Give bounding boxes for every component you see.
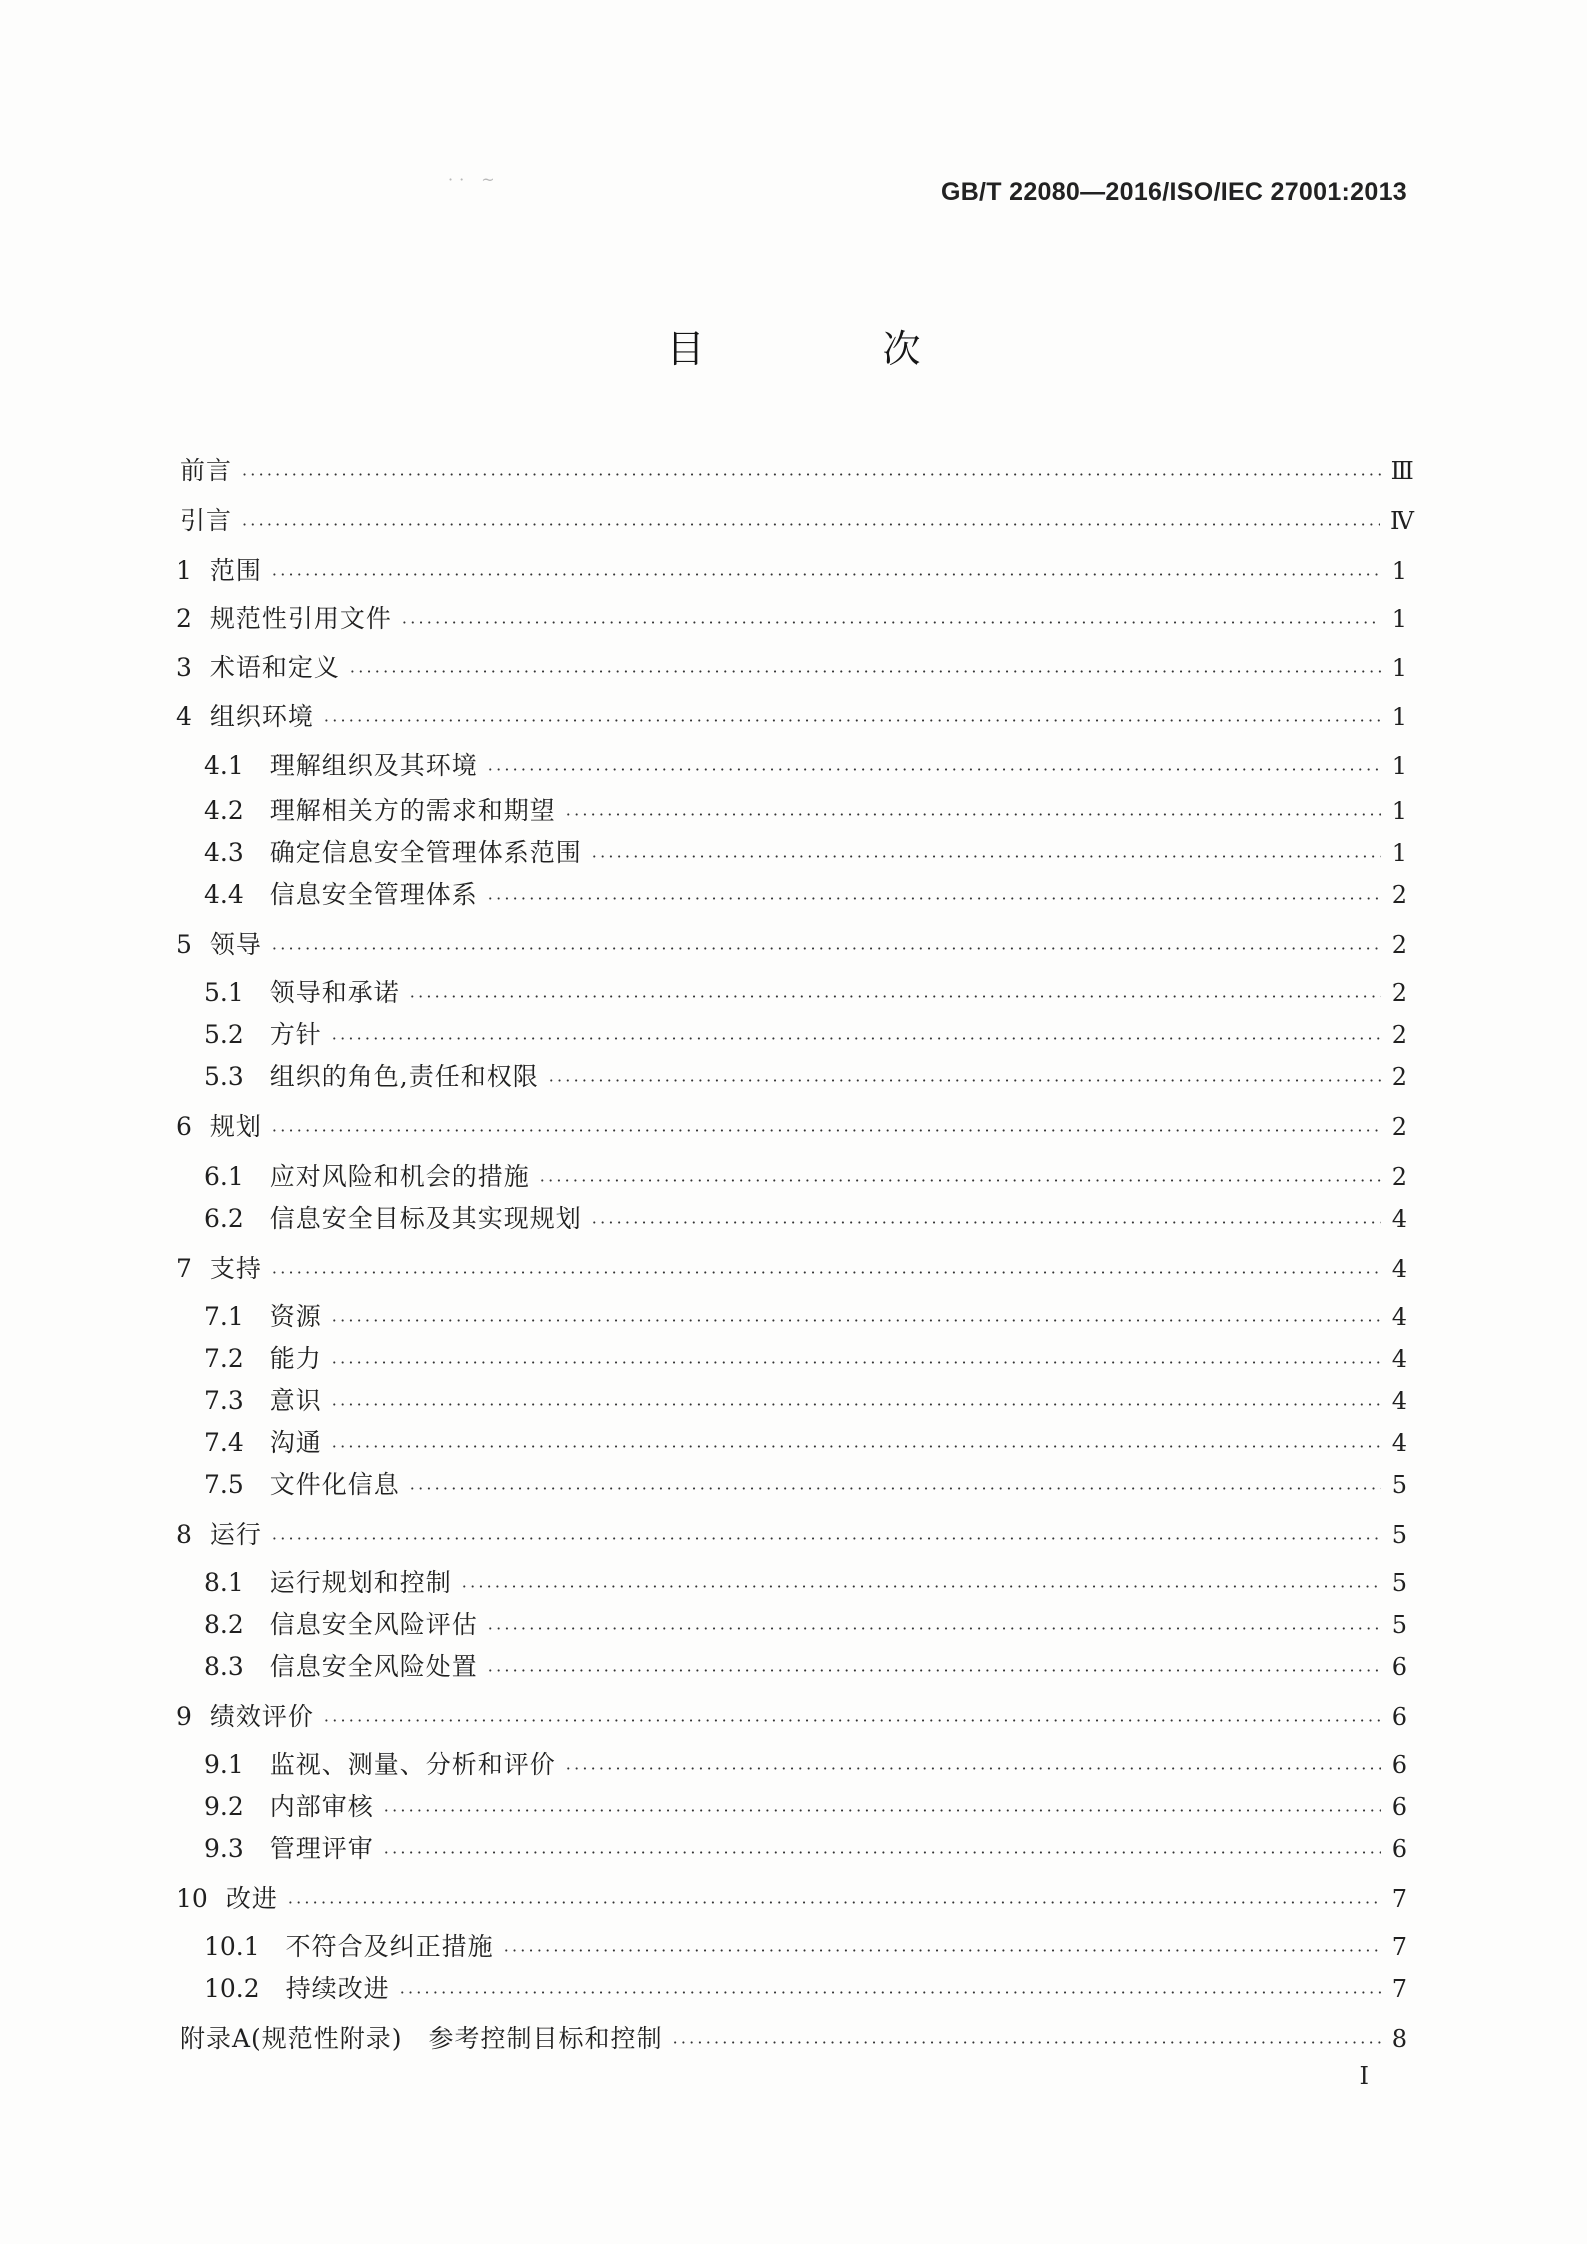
toc-entry[interactable]: [176, 645, 1407, 683]
toc-entry-number: 7.2: [204, 1344, 244, 1373]
toc-entry-label: 绩效评价: [209, 1702, 314, 1731]
toc-entry-label: 管理评审: [269, 1834, 374, 1863]
toc-leader-dots: [566, 1758, 1381, 1780]
toc-entry-number: 5.1: [204, 978, 244, 1007]
toc-entry-number: 8.1: [204, 1568, 244, 1597]
toc-entry-label: 领导和承诺: [269, 978, 400, 1007]
toc-leader-dots: [488, 888, 1381, 910]
toc-entry[interactable]: [204, 872, 1407, 910]
toc-entry-page: 5: [1391, 1611, 1407, 1639]
toc-entry-page: 7: [1391, 1933, 1407, 1961]
toc-leader-dots: [462, 1576, 1381, 1598]
toc-leader-dots: [272, 1120, 1381, 1142]
toc-entry[interactable]: [180, 2016, 1407, 2054]
toc-entry-label: 运行: [209, 1520, 262, 1549]
toc-entry-number: 9.2: [204, 1792, 244, 1821]
toc-entry-page: 5: [1391, 1471, 1407, 1499]
toc-entry-number: 8: [176, 1520, 192, 1549]
toc-entry-number: 9.1: [204, 1750, 244, 1779]
toc-entry-number: 9: [176, 1702, 192, 1731]
toc-entry[interactable]: [180, 498, 1414, 536]
toc-entry-page: 6: [1391, 1751, 1407, 1779]
toc-entry-number: 6.2: [204, 1204, 244, 1233]
toc-entry[interactable]: [204, 1154, 1407, 1192]
toc-entry-label: 规划: [209, 1112, 262, 1141]
toc-leader-dots: [488, 1618, 1381, 1640]
toc-entry-page: 8: [1391, 2025, 1407, 2053]
toc-entry-page: 6: [1391, 1703, 1407, 1731]
toc-entry[interactable]: [204, 1924, 1407, 1962]
toc-entry-label: 文件化信息: [269, 1470, 400, 1499]
toc-entry-label: 支持: [209, 1254, 262, 1283]
scan-smudge: ·· ~: [448, 170, 501, 189]
toc-entry-page: 2: [1391, 1063, 1407, 1091]
toc-leader-dots: [384, 1800, 1381, 1822]
toc-entry-page: 5: [1391, 1521, 1407, 1549]
toc-entry[interactable]: [176, 596, 1407, 634]
toc-entry-number: 2: [176, 604, 192, 633]
toc-leader-dots: [242, 464, 1381, 486]
toc-leader-dots: [324, 1710, 1381, 1732]
toc-entry-label: 附录A(规范性附录) 参考控制目标和控制: [180, 2024, 663, 2053]
toc-entry-number: 7.4: [204, 1428, 244, 1457]
toc-leader-dots: [272, 564, 1381, 586]
toc-leader-dots: [272, 938, 1381, 960]
toc-entry-number: 10: [176, 1884, 208, 1913]
toc-entry-number: 4: [176, 702, 192, 731]
toc-entry[interactable]: [204, 1560, 1407, 1598]
toc-entry-label: 应对风险和机会的措施: [269, 1162, 530, 1191]
toc-entry-page: 2: [1391, 979, 1407, 1007]
toc-entry-number: 6.1: [204, 1162, 244, 1191]
toc-entry-page: 1: [1391, 605, 1407, 633]
toc-leader-dots: [272, 1528, 1381, 1550]
toc-entry-label: 运行规划和控制: [269, 1568, 452, 1597]
toc-entry-number: 7.5: [204, 1470, 244, 1499]
toc-entry-page: 4: [1391, 1205, 1407, 1233]
toc-entry-page: Ⅲ: [1390, 457, 1414, 485]
toc-entry-label: 信息安全管理体系: [269, 880, 478, 909]
toc-entry-label: 资源: [269, 1302, 322, 1331]
toc-entry-label: 理解相关方的需求和期望: [269, 796, 556, 825]
toc-entry-page: 1: [1391, 752, 1407, 780]
toc-entry-label: 确定信息安全管理体系范围: [269, 838, 582, 867]
toc-entry[interactable]: [176, 694, 1407, 732]
page-number: I: [1359, 2062, 1369, 2090]
toc-entry[interactable]: [176, 1876, 1407, 1914]
toc-entry-label: 监视、测量、分析和评价: [269, 1750, 556, 1779]
toc-entry-number: 3: [176, 653, 192, 682]
toc-entry-page: 4: [1391, 1387, 1407, 1415]
toc-entry-label: 内部审核: [269, 1792, 374, 1821]
toc-entry[interactable]: [204, 1462, 1407, 1500]
toc-entry-number: 4.3: [204, 838, 244, 867]
toc-leader-dots: [324, 710, 1381, 732]
toc-entry-number: 7: [176, 1254, 192, 1283]
toc-entry-label: 信息安全风险处置: [269, 1652, 478, 1681]
toc-entry-page: 4: [1391, 1255, 1407, 1283]
toc-entry-label: 方针: [269, 1020, 322, 1049]
toc-entry[interactable]: [176, 1694, 1407, 1732]
toc-entry-label: 沟通: [269, 1428, 322, 1457]
toc-entry-number: 10.2: [204, 1974, 260, 2003]
toc-entry[interactable]: [204, 1054, 1407, 1092]
toc-leader-dots: [673, 2032, 1381, 2054]
toc-entry-label: 能力: [269, 1344, 322, 1373]
toc-entry-label: 前言: [180, 456, 233, 485]
toc-entry-number: 8.2: [204, 1610, 244, 1639]
toc-entry[interactable]: [204, 830, 1407, 868]
toc-entry-number: 7.1: [204, 1302, 244, 1331]
toc-entry-page: 4: [1391, 1345, 1407, 1373]
toc-leader-dots: [488, 1660, 1381, 1682]
toc-entry[interactable]: [204, 743, 1407, 781]
toc-leader-dots: [332, 1028, 1381, 1050]
toc-entry[interactable]: [176, 1104, 1407, 1142]
toc-leader-dots: [400, 1982, 1381, 2004]
toc-entry-number: 8.3: [204, 1652, 244, 1681]
toc-entry-page: 2: [1391, 931, 1407, 959]
toc-entry[interactable]: [180, 448, 1414, 486]
toc-entry-page: 6: [1391, 1793, 1407, 1821]
toc-entry[interactable]: [204, 1336, 1407, 1374]
toc-entry[interactable]: [204, 1966, 1407, 2004]
toc-entry-label: 改进: [225, 1884, 278, 1913]
toc-entry-number: 5.3: [204, 1062, 244, 1091]
toc-entry-page: 2: [1391, 881, 1407, 909]
toc-leader-dots: [242, 514, 1380, 536]
toc-entry-label: 引言: [180, 506, 233, 535]
toc-entry-label: 组织的角色,责任和权限: [269, 1062, 539, 1091]
toc-entry-label: 规范性引用文件: [209, 604, 392, 633]
toc-entry-label: 理解组织及其环境: [269, 751, 478, 780]
toc-leader-dots: [332, 1310, 1381, 1332]
toc-entry[interactable]: [204, 1644, 1407, 1682]
toc-entry[interactable]: [204, 1294, 1407, 1332]
toc-entry-page: 6: [1391, 1835, 1407, 1863]
toc-entry-page: 2: [1391, 1113, 1407, 1141]
toc-entry-number: 1: [176, 556, 192, 585]
toc-entry-page: 2: [1391, 1021, 1407, 1049]
toc-entry-label: 信息安全目标及其实现规划: [269, 1204, 582, 1233]
toc-title: 目 次: [666, 327, 991, 371]
toc-leader-dots: [384, 1842, 1381, 1864]
toc-leader-dots: [504, 1940, 1381, 1962]
toc-entry-page: 7: [1391, 1975, 1407, 2003]
toc-leader-dots: [288, 1892, 1381, 1914]
toc-entry-label: 不符合及纠正措施: [285, 1932, 494, 1961]
toc-leader-dots: [592, 846, 1381, 868]
toc-leader-dots: [566, 804, 1381, 826]
toc-entry[interactable]: [204, 1196, 1407, 1234]
toc-entry[interactable]: [204, 1602, 1407, 1640]
toc-entry[interactable]: [204, 970, 1407, 1008]
toc-leader-dots: [592, 1212, 1381, 1234]
toc-entry-number: 6: [176, 1112, 192, 1141]
toc-leader-dots: [549, 1070, 1381, 1092]
toc-leader-dots: [488, 759, 1381, 781]
toc-entry-number: 5: [176, 930, 192, 959]
toc-entry-page: 7: [1391, 1885, 1407, 1913]
toc-entry-page: 5: [1391, 1569, 1407, 1597]
toc-entry-label: 持续改进: [285, 1974, 390, 2003]
toc-entry-page: Ⅳ: [1390, 507, 1414, 535]
toc-entry-number: 4.4: [204, 880, 244, 909]
toc-entry-label: 组织环境: [209, 702, 314, 731]
toc-leader-dots: [332, 1394, 1381, 1416]
toc-entry-number: 9.3: [204, 1834, 244, 1863]
toc-entry-page: 4: [1391, 1303, 1407, 1331]
toc-entry[interactable]: [204, 1826, 1407, 1864]
toc-leader-dots: [332, 1352, 1381, 1374]
toc-entry-page: 1: [1391, 703, 1407, 731]
toc-entry-number: 10.1: [204, 1932, 260, 1961]
toc-entry-number: 4.2: [204, 796, 244, 825]
toc-entry-label: 领导: [209, 930, 262, 959]
toc-entry-label: 范围: [209, 556, 262, 585]
toc-entry[interactable]: [176, 1246, 1407, 1284]
toc-entry-page: 1: [1391, 839, 1407, 867]
toc-entry[interactable]: [176, 548, 1407, 586]
toc-entry[interactable]: [204, 1420, 1407, 1458]
toc-entry[interactable]: [176, 1512, 1407, 1550]
toc-entry-page: 6: [1391, 1653, 1407, 1681]
toc-entry[interactable]: [204, 1784, 1407, 1822]
toc-entry-label: 术语和定义: [209, 653, 340, 682]
toc-entry[interactable]: [204, 1742, 1407, 1780]
toc-leader-dots: [402, 612, 1381, 634]
toc-leader-dots: [350, 661, 1381, 683]
toc-entry-page: 4: [1391, 1429, 1407, 1457]
toc-entry[interactable]: [176, 922, 1407, 960]
toc-leader-dots: [272, 1262, 1381, 1284]
toc-entry-page: 2: [1391, 1163, 1407, 1191]
toc-entry-page: 1: [1391, 797, 1407, 825]
toc-entry-label: 意识: [269, 1386, 322, 1415]
toc-entry-number: 4.1: [204, 751, 244, 780]
toc-entry[interactable]: [204, 1012, 1407, 1050]
toc-entry-number: 5.2: [204, 1020, 244, 1049]
toc-entry-label: 信息安全风险评估: [269, 1610, 478, 1639]
toc-entry[interactable]: [204, 1378, 1407, 1416]
toc-entry-page: 1: [1391, 557, 1407, 585]
toc-entry[interactable]: [204, 788, 1407, 826]
toc-leader-dots: [410, 986, 1381, 1008]
standard-number: GB/T 22080—2016/ISO/IEC 27001:2013: [940, 178, 1407, 206]
toc-leader-dots: [332, 1436, 1381, 1458]
toc-entry-number: 7.3: [204, 1386, 244, 1415]
toc-leader-dots: [410, 1478, 1381, 1500]
toc-leader-dots: [540, 1170, 1381, 1192]
toc-entry-page: 1: [1391, 654, 1407, 682]
